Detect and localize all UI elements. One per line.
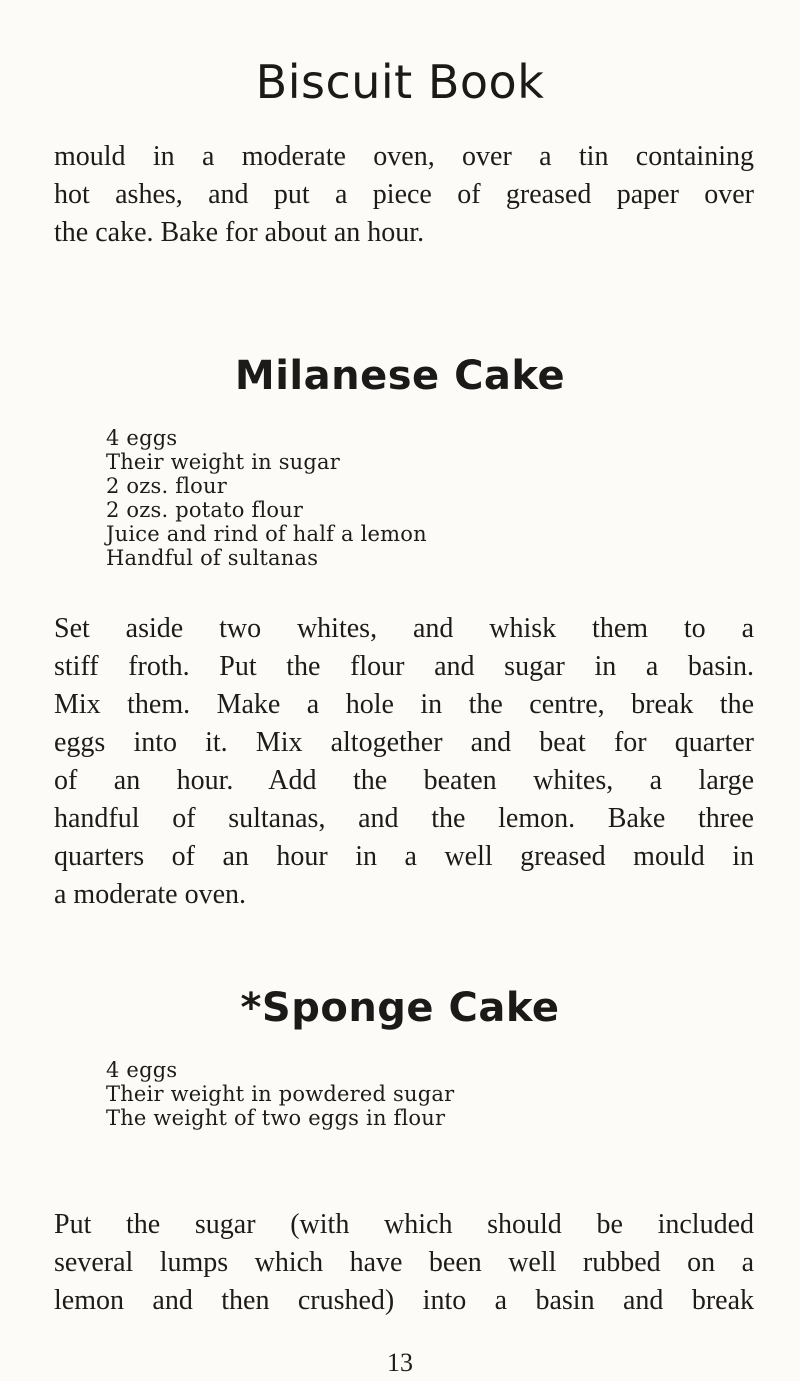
milanese-method-paragraph (54, 610, 754, 914)
sponge-ingredient-list (106, 1058, 454, 1130)
intro-line: mould in a moderate oven, over a tin containing (54, 141, 754, 172)
method-line: stiff froth. Put the flour and sugar in a basin. (54, 651, 754, 682)
page-number: 13 (387, 1348, 413, 1377)
intro-paragraph (54, 138, 754, 252)
method-line: several lumps which have been well rubbed on a (54, 1247, 754, 1278)
method-line: Put the sugar (with which should be included (54, 1209, 754, 1240)
sponge-method-paragraph (54, 1206, 754, 1320)
method-line: of an hour. Add the beaten whites, a large (54, 765, 754, 796)
running-head: Biscuit Book (255, 55, 545, 109)
ingredient-item: Their weight in powdered sugar (106, 1082, 455, 1106)
ingredient-item: 4 eggs (106, 1058, 178, 1082)
ingredient-item: The weight of two eggs in flour (106, 1106, 446, 1130)
method-line: quarters of an hour in a well greased mould in (54, 841, 754, 872)
method-line: handful of sultanas, and the lemon. Bake three (54, 803, 754, 834)
ingredient-item: Juice and rind of half a lemon (106, 522, 427, 546)
ingredient-item: Handful of sultanas (106, 546, 319, 570)
intro-line: the cake. Bake for about an hour. (54, 217, 425, 248)
milanese-ingredient-list (106, 426, 427, 570)
sponge-cake-heading: *Sponge Cake (240, 985, 560, 1031)
method-line: Set aside two whites, and whisk them to a (54, 613, 754, 644)
method-line: eggs into it. Mix altogether and beat for quarter (54, 727, 754, 758)
method-line: a moderate oven. (54, 879, 247, 910)
ingredient-item: Their weight in sugar (106, 450, 341, 474)
ingredient-item: 2 ozs. flour (106, 474, 227, 498)
ingredient-item: 2 ozs. potato flour (106, 498, 304, 522)
method-line: Mix them. Make a hole in the centre, break the (54, 689, 754, 720)
milanese-cake-heading: Milanese Cake (234, 353, 566, 399)
method-line: lemon and then crushed) into a basin and break (54, 1285, 754, 1316)
intro-line: hot ashes, and put a piece of greased paper over (54, 179, 754, 210)
ingredient-item: 4 eggs (106, 426, 178, 450)
